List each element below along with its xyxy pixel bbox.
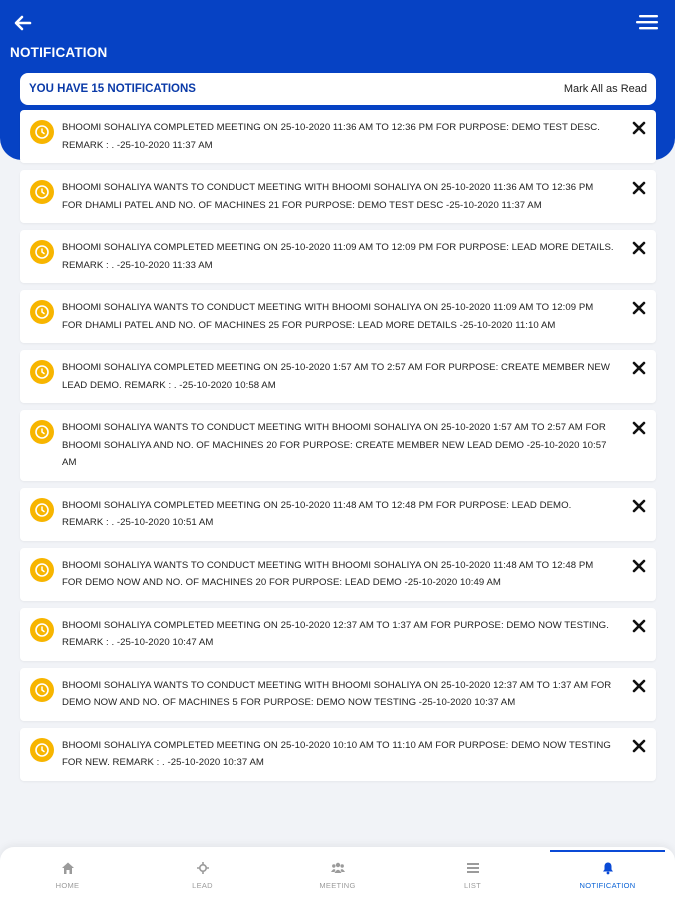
clock-icon [30, 738, 54, 762]
clock-icon [30, 678, 54, 702]
notification-text: BHOOMI SOHALIYA WANTS TO CONDUCT MEETING WITH BHOOMI SOHALIYA ON 25-10-2020 11:09 AM TO 12:09 PM FOR DHAMLI PATEL AND NO. OF MACHINES 25 FOR PURPOSE: LEAD MORE DETAILS -25-10-2020 11:10 AM [62, 302, 594, 331]
notification-text: BHOOMI SOHALIYA WANTS TO CONDUCT MEETING WITH BHOOMI SOHALIYA ON 25-10-2020 12:37 AM TO 1:37 AM FOR DEMO NOW AND NO. OF MACHINES 5 FOR PURPOSE: DEMO NOW TESTING -25-10-2020 10:37 AM [62, 679, 612, 708]
nav-label: NOTIFICATION [579, 881, 636, 890]
arrow-left-icon [12, 12, 34, 34]
close-icon[interactable] [632, 181, 646, 195]
notification-card[interactable] [20, 488, 656, 541]
menu-button[interactable] [635, 12, 659, 32]
notification-card[interactable] [20, 548, 656, 601]
notification-card[interactable] [20, 728, 656, 781]
nav-label: HOME [55, 881, 80, 890]
notification-text: BHOOMI SOHALIYA COMPLETED MEETING ON 25-10-2020 12:37 AM TO 1:37 AM FOR PURPOSE: DEMO NOW TESTING. REMARK : . -25-10-2020 10:47 AM [62, 619, 609, 648]
clock-icon [30, 498, 54, 522]
nav-item-notification[interactable] [540, 847, 675, 900]
close-icon[interactable] [632, 619, 646, 633]
notification-card[interactable] [20, 110, 656, 163]
notification-card[interactable] [20, 668, 656, 721]
nav-item-list[interactable] [405, 847, 540, 900]
notification-text: BHOOMI SOHALIYA WANTS TO CONDUCT MEETING WITH BHOOMI SOHALIYA ON 25-10-2020 11:36 AM TO 12:36 PM FOR DHAMLI PATEL AND NO. OF MACHINES 21 FOR PURPOSE: DEMO TEST DESC -25-10-2020 11:37 AM [62, 182, 594, 211]
notification-card[interactable] [20, 230, 656, 283]
notification-text: BHOOMI SOHALIYA COMPLETED MEETING ON 25-10-2020 1:57 AM TO 2:57 AM FOR PURPOSE: CREATE MEMBER NEW LEAD DEMO. REMARK : . -25-10-2020 10:58 AM [62, 362, 610, 391]
clock-icon [30, 420, 54, 444]
close-icon[interactable] [632, 361, 646, 375]
clock-icon [30, 180, 54, 204]
notification-card[interactable] [20, 350, 656, 403]
nav-label: LIST [463, 881, 482, 890]
close-icon[interactable] [632, 241, 646, 255]
lead-icon [196, 861, 210, 875]
nav-item-lead[interactable] [135, 847, 270, 900]
close-icon[interactable] [632, 499, 646, 513]
nav-item-home[interactable] [0, 847, 135, 900]
mark-all-read-button[interactable]: Mark All as Read [563, 83, 647, 95]
notification-text: BHOOMI SOHALIYA COMPLETED MEETING ON 25-10-2020 10:10 AM TO 11:10 AM FOR PURPOSE: DEMO NOW TESTING FOR NEW. REMARK : . -25-10-2020 10:37 AM [62, 739, 611, 768]
notification-card[interactable] [20, 290, 656, 343]
users-icon [331, 861, 345, 875]
clock-icon [30, 618, 54, 642]
list-icon [466, 861, 480, 875]
close-icon[interactable] [632, 121, 646, 135]
notification-card[interactable] [20, 410, 656, 481]
nav-item-meeting[interactable] [270, 847, 405, 900]
notification-text: BHOOMI SOHALIYA COMPLETED MEETING ON 25-10-2020 11:48 AM TO 12:48 PM FOR PURPOSE: LEAD DEMO. REMARK : . -25-10-2020 10:51 AM [62, 499, 572, 528]
notification-text: BHOOMI SOHALIYA WANTS TO CONDUCT MEETING WITH BHOOMI SOHALIYA ON 25-10-2020 11:48 AM TO 12:48 PM FOR DEMO NOW AND NO. OF MACHINES 20 FOR PURPOSE: LEAD DEMO -25-10-2020 10:49 AM [62, 559, 594, 588]
clock-icon [30, 240, 54, 264]
close-icon[interactable] [632, 739, 646, 753]
clock-icon [30, 120, 54, 144]
clock-icon [30, 300, 54, 324]
close-icon[interactable] [632, 421, 646, 435]
clock-icon [30, 360, 54, 384]
notification-text: BHOOMI SOHALIYA COMPLETED MEETING ON 25-10-2020 11:09 AM TO 12:09 PM FOR PURPOSE: LEAD MORE DETAILS. REMARK : . -25-10-2020 11:33 AM [62, 242, 614, 271]
notification-card[interactable] [20, 170, 656, 223]
bottom-navigation [0, 847, 675, 900]
hamburger-menu-icon [635, 12, 659, 32]
home-icon [61, 861, 75, 875]
notification-text: BHOOMI SOHALIYA COMPLETED MEETING ON 25-10-2020 11:36 AM TO 12:36 PM FOR PURPOSE: DEMO TEST DESC. REMARK : . -25-10-2020 11:37 AM [62, 122, 600, 151]
notification-list [20, 110, 656, 788]
bell-icon [601, 861, 615, 875]
back-button[interactable] [12, 12, 34, 34]
notification-text: BHOOMI SOHALIYA WANTS TO CONDUCT MEETING WITH BHOOMI SOHALIYA ON 25-10-2020 1:57 AM TO 2:57 AM FOR BHOOMI SOHALIYA AND NO. OF MACHINES 20 FOR PURPOSE: CREATE MEMBER NEW LEAD DEMO -25-10-2020 10:57 AM [62, 422, 607, 468]
clock-icon [30, 558, 54, 582]
notification-summary-bar [20, 73, 656, 105]
nav-label: MEETING [319, 881, 356, 890]
nav-label: LEAD [192, 881, 213, 890]
page-title: NOTIFICATION [10, 45, 108, 60]
close-icon[interactable] [632, 559, 646, 573]
notification-card[interactable] [20, 608, 656, 661]
close-icon[interactable] [632, 679, 646, 693]
close-icon[interactable] [632, 301, 646, 315]
notification-count-text: YOU HAVE 15 NOTIFICATIONS [29, 83, 196, 95]
